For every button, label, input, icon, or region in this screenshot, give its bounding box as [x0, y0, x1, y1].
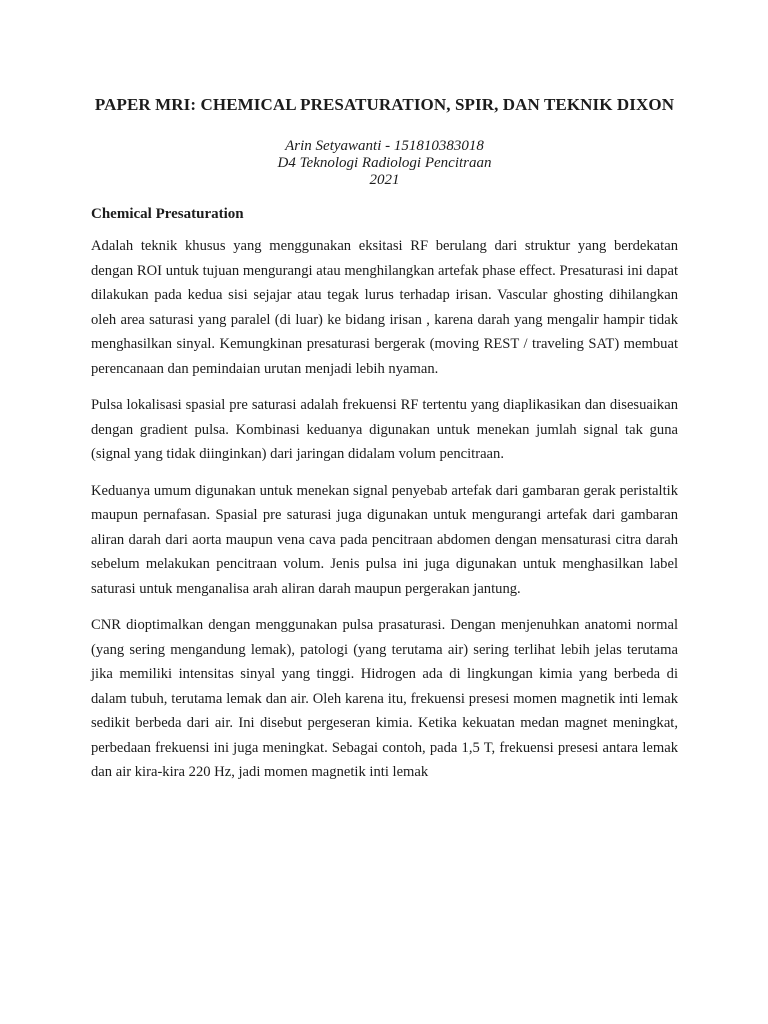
section-heading: Chemical Presaturation	[91, 206, 244, 222]
document-content	[91, 89, 678, 785]
paragraph-2: Pulsa lokalisasi spasial pre saturasi adalah frekuensi RF tertentu yang diaplikasikan dan disesuaikan dengan gradient pulsa. Kombinasi keduanya digunakan untuk menekan jumlah signal tak guna (signal yang tidak diinginkan) dari jaringan didalam volum pencitraan.	[91, 397, 678, 462]
paragraph-4: CNR dioptimalkan dengan menggunakan pulsa prasaturasi. Dengan menjenuhkan anatomi normal (yang sering mengandung lemak), patologi (yang terutama air) sering terlihat lebih jelas terutama jika memiliki intensitas sinyal yang tinggi. Hidrogen ada di lingkungan kimia yang berbeda di dalam tubuh, terutama lemak dan air. Oleh karena itu, frekuensi presesi momen magnetik inti lemak sedikit berbeda dari air. Ini disebut pergeseran kimia. Ketika kekuatan medan magnet meningkat, perbedaan frekuensi ini juga meningkat. Sebagai contoh, pada 1,5 T, frekuensi presesi antara lemak dan air kira-kira 220 Hz, jadi momen magnetik inti lemak	[91, 617, 678, 780]
author-block	[91, 138, 678, 189]
paragraph-3: Keduanya umum digunakan untuk menekan signal penyebab artefak dari gambaran gerak peristaltik maupun pernafasan. Spasial pre saturasi juga digunakan untuk mengurangi artefak dari gambaran aliran darah dari aorta maupun vena cava pada pencitraan abdomen dengan mensaturasi citra darah sebelum melakukan pencitraan volum. Jenis pulsa ini juga digunakan untuk menghasilkan label saturasi untuk menganalisa arah aliran darah maupun pergerakan jantung.	[91, 482, 678, 597]
year-line: 2021	[369, 172, 400, 188]
program-line: D4 Teknologi Radiologi Pencitraan	[277, 155, 492, 171]
author-line: Arin Setyawanti - 151810383018	[285, 138, 484, 154]
document-title: PAPER MRI: CHEMICAL PRESATURATION, SPIR, DAN TEKNIK DIXON	[94, 95, 675, 114]
paragraph-1: Adalah teknik khusus yang menggunakan eksitasi RF berulang dari struktur yang berdekatan dengan ROI untuk tujuan mengurangi atau menghilangkan artefak phase effect. Presaturasi ini dapat dilakukan pada kedua sisi sejajar atau tegak lurus terhadap irisan. Vascular ghosting dihilangkan oleh area saturasi yang paralel (di luar) ke bidang irisan , karena darah yang mengalir hampir tidak menghasilkan sinyal. Kemungkinan presaturasi bergerak (moving REST / traveling SAT) membuat perencanaan dan pemindaian urutan menjadi lebih nyaman.	[91, 238, 678, 377]
